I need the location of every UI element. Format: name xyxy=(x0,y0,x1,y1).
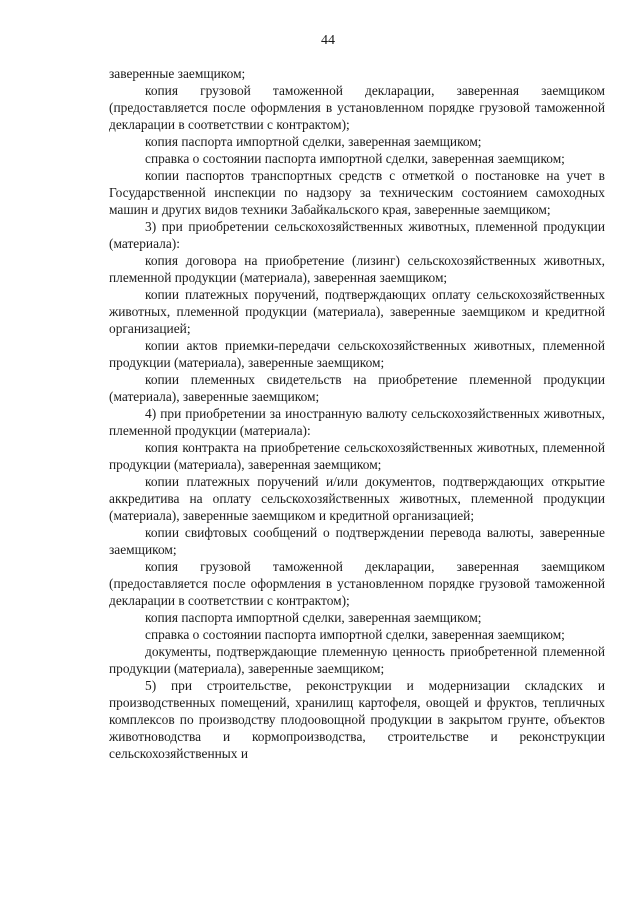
paragraph: справка о состоянии паспорта импортной сделки, заверенная заемщиком; xyxy=(145,627,565,642)
paragraph: заверенные заемщиком; xyxy=(109,66,246,81)
paragraph: копии платежных поручений, подтверждающих оплату сельскохозяйственных животных, племенной продукции (материала), заверенные заемщиком и кредитной организацией; xyxy=(109,287,605,336)
paragraph: справка о состоянии паспорта импортной сделки, заверенная заемщиком; xyxy=(145,151,565,166)
paragraph: 4) при приобретении за иностранную валюту сельскохозяйственных животных, племенной продукции (материала): xyxy=(109,406,605,438)
page-number: 44 xyxy=(321,33,335,48)
paragraph: копия контракта на приобретение сельскохозяйственных животных, племенной продукции (материала), заверенная заемщиком; xyxy=(109,440,605,472)
paragraph: копии паспортов транспортных средств с отметкой о постановке на учет в Государственной инспекции по надзору за техническим состоянием самоходных машин и других видов техники Забайкальского края, заверенные заемщиком; xyxy=(109,168,605,217)
paragraph: 3) при приобретении сельскохозяйственных животных, племенной продукции (материала): xyxy=(109,219,605,251)
paragraph: копия паспорта импортной сделки, заверенная заемщиком; xyxy=(145,610,482,625)
paragraph: копии актов приемки-передачи сельскохозяйственных животных, племенной продукции (материала), заверенные заемщиком; xyxy=(109,338,605,370)
paragraph: копия грузовой таможенной декларации, заверенная заемщиком (предоставляется после оформления в установленном порядке грузовой таможенной декларации в соответствии с контрактом); xyxy=(109,83,605,132)
paragraph: 5) при строительстве, реконструкции и модернизации складских и производственных помещений, хранилищ картофеля, овощей и фруктов, тепличных комплексов по производству плодоовощной продукции в закрытом грунте, объектов животноводства и кормопроизводства, строительстве и реконструкции сельскохозяйственных и xyxy=(109,678,605,761)
paragraph: копии свифтовых сообщений о подтверждении перевода валюты, заверенные заемщиком; xyxy=(109,525,605,557)
paragraph: документы, подтверждающие племенную ценность приобретенной племенной продукции (материала), заверенные заемщиком; xyxy=(109,644,605,676)
paragraph: копия договора на приобретение (лизинг) сельскохозяйственных животных, племенной продукции (материала), заверенная заемщиком; xyxy=(109,253,605,285)
document-body xyxy=(109,65,605,762)
paragraph: копии племенных свидетельств на приобретение племенной продукции (материала), заверенные заемщиком; xyxy=(109,372,605,404)
paragraph: копия паспорта импортной сделки, заверенная заемщиком; xyxy=(145,134,482,149)
paragraph: копии платежных поручений и/или документов, подтверждающих открытие аккредитива на оплату сельскохозяйственных животных, племенной продукции (материала), заверенные заемщиком и кредитной организацией; xyxy=(109,474,605,523)
paragraph: копия грузовой таможенной декларации, заверенная заемщиком (предоставляется после оформления в установленном порядке грузовой таможенной декларации в соответствии с контрактом); xyxy=(109,559,605,608)
